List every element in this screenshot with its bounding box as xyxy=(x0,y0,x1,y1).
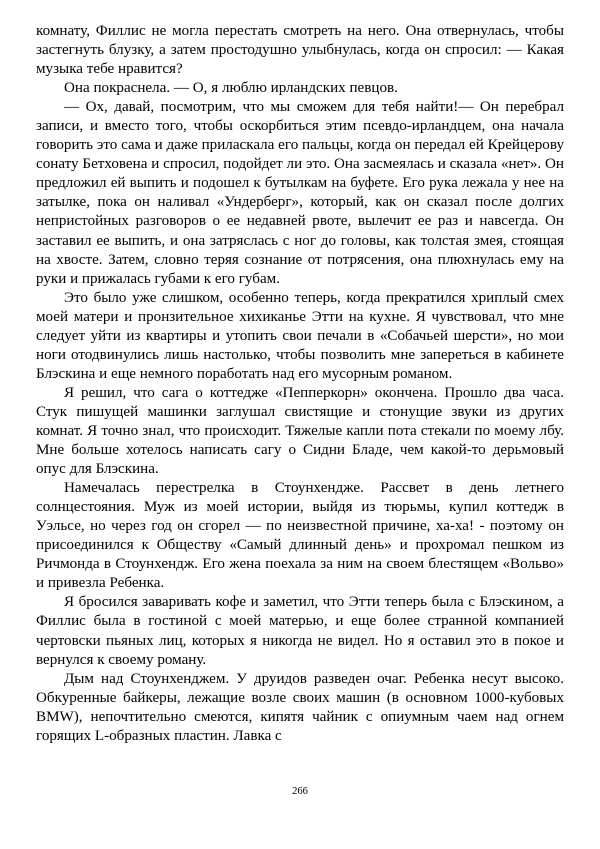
page-text-block xyxy=(36,22,564,746)
page-number: 266 xyxy=(292,786,308,797)
paragraph: Дым над Стоунхенджем. У друидов разведен очаг. Ребенка несут высоко. Обкуренные байкеры, лежащие возле своих машин (в основном 1000-кубовых BMW), непочтительно смеются, кипятя чайник с опиумным чаем над огнем горящих L-образных пластин. Лавка с xyxy=(36,670,564,744)
paragraph: Я бросился заваривать кофе и заметил, что Этти теперь была с Блэскином, а Филлис была в гостиной с моей матерью, и еще более странной компанией чертовски пьяных лиц, которых я никогда не видел. Но я оставил это в покое и вернулся к своему роману. xyxy=(36,594,564,668)
paragraph: Это было уже слишком, особенно теперь, когда прекратился хриплый смех моей матери и пронзительное хихиканье Этти на кухне. Я чувствовал, что мне следует уйти из квартиры и утопить свои печали в «Собачьей шерсти», но мои ноги отодвинулись лишь настолько, чтобы позволить мне запереться в кабинете Блэскина и еще немного поработать над его мусорным романом. xyxy=(36,289,564,382)
paragraph: Она покраснела. — О, я люблю ирландских певцов. xyxy=(64,80,398,97)
paragraph: — Ох, давай, посмотрим, что мы сможем для тебя найти!— Он перебрал записи, и вместо того, чтобы оскорбиться этим псевдо-ирландцем, она начала говорить это сама и даже приласкала его пальцы, когда он передал ей Крейцерову сонату Бетховена и спросил, подойдет ли это. Она засмеялась и сказала «нет». Он предложил ей выпить и подошел к бутылкам на буфете. Его рука лежала у нее на затылке, пока он наливал «Ундерберг», который, как он сказал после долгих непристойных разговоров о ее недавней рвоте, вылечит ее раз и навсегда. Он заставил ее выпить, и она затряслась с ног до головы, как толстая змея, стоящая на хвосте. Затем, словно теряя сознание от потрясения, она плюхнулась ему на руки и прижалась губами к его губам. xyxy=(36,99,564,287)
paragraph: Я решил, что сага о коттедже «Пепперкорн» окончена. Прошло два часа. Стук пишущей машинки заглушал свистящие и стонущие звуки из других комнат. Я точно знал, что происходит. Тяжелые капли пота стекали по моему лбу. Мне больше хотелось написать сагу о Сидни Бладе, чем какой-то дерьмовый опус для Блэскина. xyxy=(36,384,564,478)
paragraph: комнату, Филлис не могла перестать смотреть на него. Она отвернулась, чтобы застегнуть блузку, а затем простодушно улыбнулась, когда он спросил: — Какая музыка тебе нравится? xyxy=(36,23,564,78)
paragraph: Намечалась перестрелка в Стоунхендже. Рассвет в день летнего солнцестояния. Муж из моей истории, выйдя из тюрьмы, купил коттедж в Уэльсе, но через год он сгорел — по неизвестной причине, ха-ха! - поэтому он присоединился к Обществу «Самый длинный день» и прохромал пешком из Ричмонда в Стоунхендж. Его жена поехала за ним на своем блестящем «Вольво» и привезла Ребенка. xyxy=(36,480,564,592)
